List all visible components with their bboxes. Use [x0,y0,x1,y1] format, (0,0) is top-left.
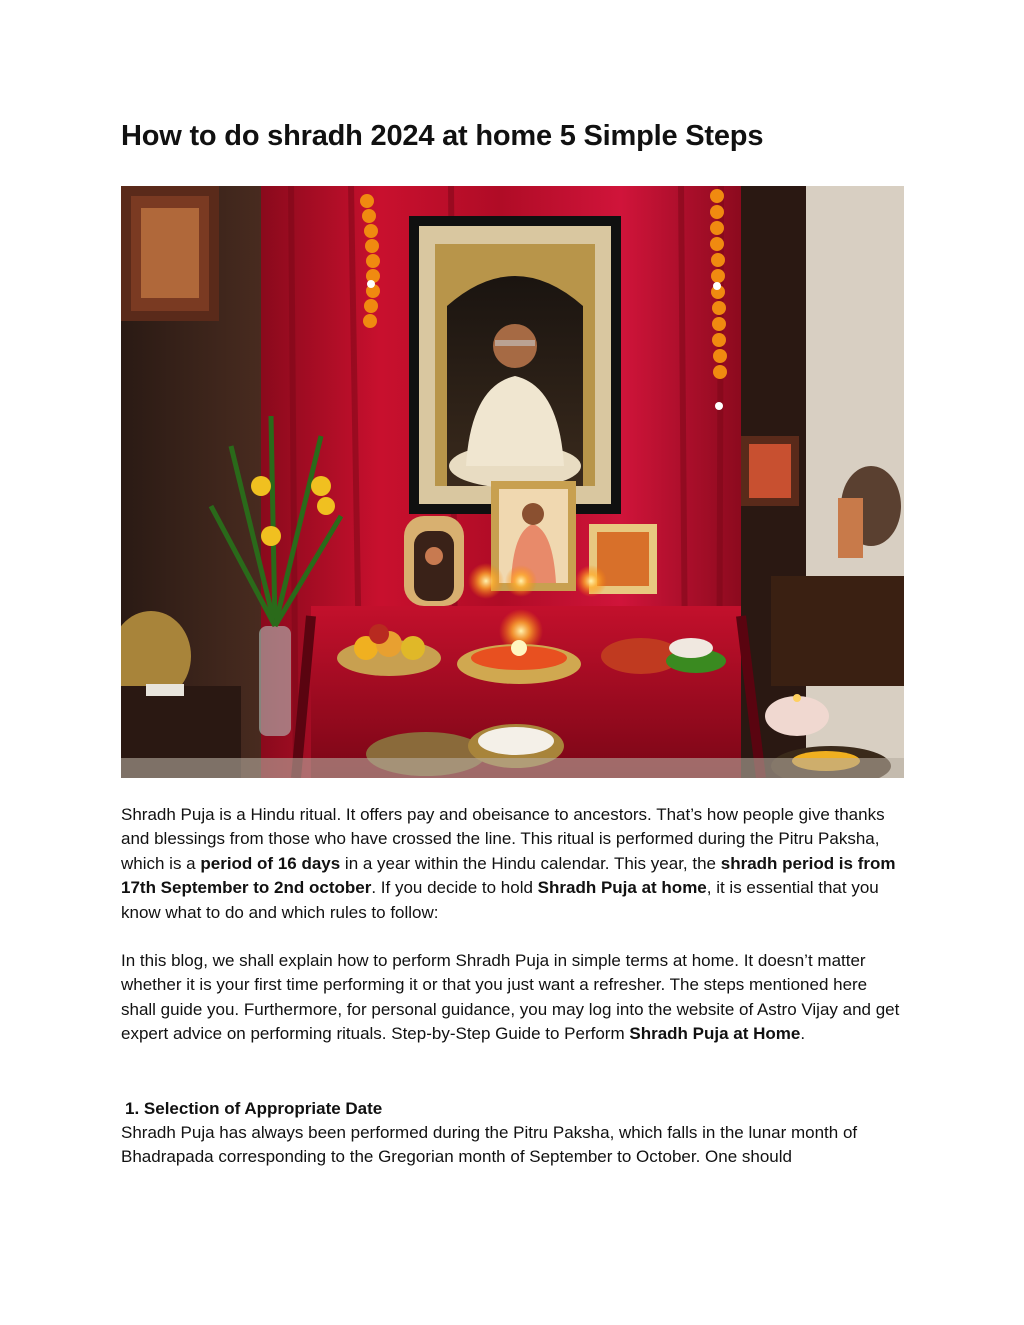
step-1-heading: 1. Selection of Appropriate Date [125,1099,383,1118]
step-1-paragraph: Shradh Puja has always been performed during the Pitru Paksha, which falls in the lunar month of Bhadrapada corresponding to the Gregorian month of September to October. One should [121,1123,858,1167]
shradh-altar-photo [121,186,904,778]
blog-paragraph: In this blog, we shall explain how to perform Shradh Puja in simple terms at home. It doesn’t matter whether it is your first time performing it or that you just want a refresher. The steps mentioned here shall guide you. Furthermore, for personal guidance, you may log into the website of Astro Vijay and get expert advice on performing rituals. Step-by-Step Guide to Perform Shradh Puja at Home. [121,951,900,1044]
page-title: How to do shradh 2024 at home 5 Simple Steps [121,120,764,152]
intro-paragraph: Shradh Puja is a Hindu ritual. It offers pay and obeisance to ancestors. That’s how people give thanks and blessings from those who have crossed the line. This ritual is performed during the Pitru Paksha, which is a period of 16 days in a year within the Hindu calendar. This year, the shradh period is from 17th September to 2nd october. If you decide to hold Shradh Puja at home, it is essential that you know what to do and which rules to follow: [121,805,896,922]
